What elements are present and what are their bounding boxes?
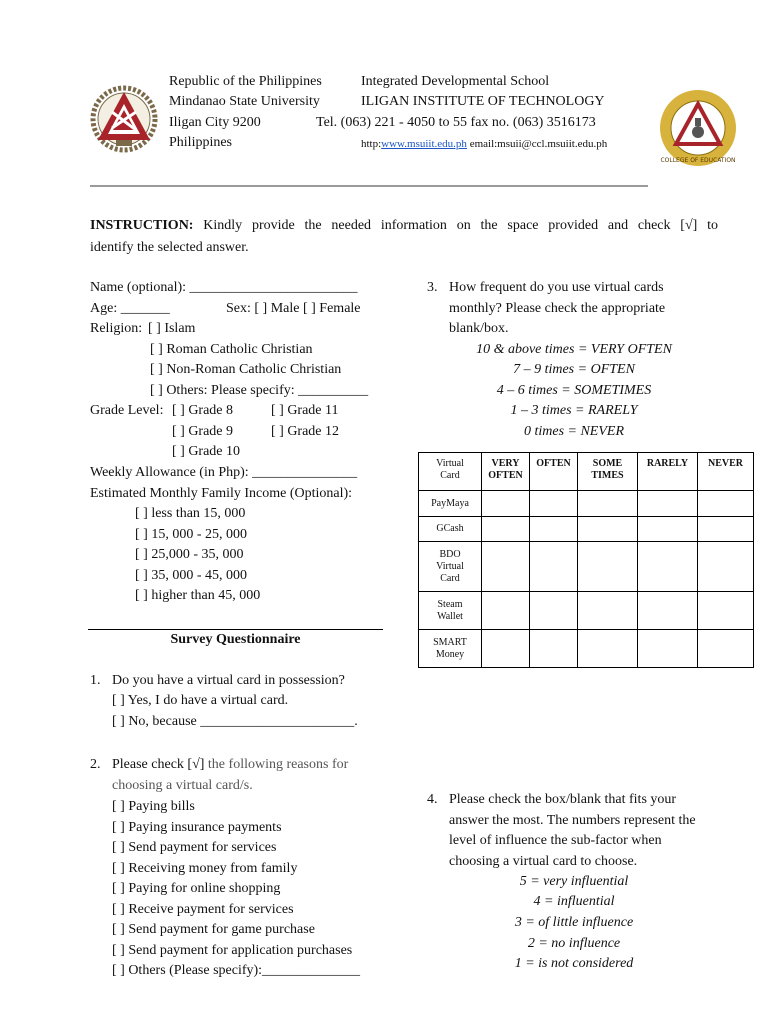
income-option-1[interactable]: [ ] less than 15, 000 [135, 506, 246, 521]
q4-line-2: answer the most. The numbers represent the [449, 813, 696, 828]
answer-cell[interactable] [530, 517, 578, 542]
answer-cell[interactable] [482, 491, 530, 517]
answer-cell[interactable] [482, 630, 530, 668]
q4-scale-4: 4 = influential [533, 894, 615, 909]
table-row [419, 592, 754, 630]
question-1 [90, 672, 345, 690]
answer-cell[interactable] [638, 517, 698, 542]
grade-option-8[interactable]: [ ] Grade 8 [172, 403, 234, 418]
instruction-text: Kindly provide the needed information on the space provided and check [√] to [193, 218, 718, 233]
income-option-4[interactable]: [ ] 35, 000 - 45, 000 [135, 568, 247, 583]
q3-scale-very-often: 10 & above times = VERY OFTEN [476, 342, 672, 357]
q2-option-receive-services[interactable]: [ ] Receive payment for services [112, 902, 294, 917]
answer-cell[interactable] [530, 630, 578, 668]
answer-cell[interactable] [578, 542, 638, 592]
row-label-bdo: BDO Virtual Card [419, 542, 482, 592]
col-header-never: NEVER [698, 453, 754, 491]
q2-option-paying-bills[interactable]: [ ] Paying bills [112, 799, 195, 814]
income-option-5[interactable]: [ ] higher than 45, 000 [135, 588, 261, 603]
answer-cell[interactable] [638, 592, 698, 630]
header-telephone: Tel. (063) 221 - 4050 to 55 fax no. (063) 3516173 [316, 115, 596, 130]
email-text: email:msuii@ccl.msuiit.edu.ph [466, 138, 608, 150]
q3-line-3: blank/box. [449, 321, 509, 336]
answer-cell[interactable] [482, 517, 530, 542]
q2-text-a: Please check [√] [112, 757, 208, 772]
income-option-2[interactable]: [ ] 15, 000 - 25, 000 [135, 527, 247, 542]
msu-iit-seal-logo [90, 84, 158, 154]
answer-cell[interactable] [578, 517, 638, 542]
q1-option-no[interactable]: [ ] No, because ______________________. [112, 714, 358, 729]
religion-option-others[interactable]: [ ] Others: Please specify: __________ [150, 383, 369, 398]
web-prefix: http: [361, 138, 382, 150]
q1-number: 1. [90, 673, 101, 688]
q4-line-1: Please check the box/blank that fits your [449, 792, 677, 807]
q3-scale-often: 7 – 9 times = OFTEN [513, 362, 635, 377]
answer-cell[interactable] [638, 630, 698, 668]
name-field[interactable]: Name (optional): ________________________ [90, 280, 358, 295]
answer-cell[interactable] [638, 542, 698, 592]
q3-scale-rarely: 1 – 3 times = RARELY [510, 403, 638, 418]
answer-cell[interactable] [482, 542, 530, 592]
weekly-allowance-field[interactable]: Weekly Allowance (in Php): _______________ [90, 465, 358, 480]
answer-cell[interactable] [578, 491, 638, 517]
survey-title: Survey Questionnaire [170, 632, 301, 647]
header-left-line-4: Philippines [169, 135, 233, 150]
q4-scale-2: 2 = no influence [527, 936, 621, 951]
row-label-steam: Steam Wallet [419, 592, 482, 630]
answer-cell[interactable] [698, 517, 754, 542]
frequency-table [418, 452, 754, 668]
sex-options[interactable]: Sex: [ ] Male [ ] Female [226, 301, 361, 316]
question-3 [427, 279, 664, 297]
income-label: Estimated Monthly Family Income (Optional): [90, 486, 353, 501]
table-header-row [419, 453, 754, 491]
col-header-very-often: VERY OFTEN [482, 453, 530, 491]
header-web-contact [361, 135, 607, 153]
q2-option-online-shopping[interactable]: [ ] Paying for online shopping [112, 881, 281, 896]
grade-option-10[interactable]: [ ] Grade 10 [172, 444, 241, 459]
q2-option-insurance[interactable]: [ ] Paying insurance payments [112, 820, 282, 835]
grade-option-9[interactable]: [ ] Grade 9 [172, 424, 234, 439]
q3-line-2: monthly? Please check the appropriate [449, 301, 666, 316]
age-field[interactable]: Age: _______ [90, 301, 170, 316]
answer-cell[interactable] [530, 491, 578, 517]
q2-option-send-services[interactable]: [ ] Send payment for services [112, 840, 277, 855]
grade-option-12[interactable]: [ ] Grade 12 [271, 424, 340, 439]
q2-option-receive-family[interactable]: [ ] Receiving money from family [112, 861, 298, 876]
row-label-gcash: GCash [419, 517, 482, 542]
instruction-label: INSTRUCTION: [90, 218, 194, 233]
col-header-sometimes: SOME TIMES [578, 453, 638, 491]
q4-number: 4. [427, 792, 438, 807]
answer-cell[interactable] [698, 542, 754, 592]
table-row [419, 517, 754, 542]
website-link[interactable]: www.msuiit.edu.ph [381, 138, 467, 150]
q3-number: 3. [427, 280, 438, 295]
header-left-line-3: Iligan City 9200 [169, 115, 261, 130]
religion-label: Religion: [90, 321, 143, 336]
q4-scale-1: 1 = is not considered [514, 956, 634, 971]
question-2 [90, 756, 348, 774]
grade-option-11[interactable]: [ ] Grade 11 [271, 403, 339, 418]
q3-scale-sometimes: 4 – 6 times = SOMETIMES [496, 383, 652, 398]
q4-line-4: choosing a virtual card to choose. [449, 854, 638, 869]
college-of-education-logo [658, 88, 738, 168]
answer-cell[interactable] [638, 491, 698, 517]
question-4 [427, 791, 676, 809]
answer-cell[interactable] [530, 592, 578, 630]
header-left-line-1: Republic of the Philippines [169, 74, 322, 89]
q4-scale-3: 3 = of little influence [514, 915, 634, 930]
col-header-rarely: RARELY [638, 453, 698, 491]
religion-option-roman-catholic[interactable]: [ ] Roman Catholic Christian [150, 342, 313, 357]
table-row [419, 630, 754, 668]
q4-line-3: level of influence the sub-factor when [449, 833, 662, 848]
q2-text-c: choosing a virtual card/s. [112, 778, 253, 793]
row-label-paymaya: PayMaya [419, 491, 482, 517]
religion-option-non-roman-catholic[interactable]: [ ] Non-Roman Catholic Christian [150, 362, 342, 377]
q3-scale-never: 0 times = NEVER [523, 424, 625, 439]
header-left-line-2: Mindanao State University [169, 94, 320, 109]
q2-option-others[interactable]: [ ] Others (Please specify):______________ [112, 963, 361, 978]
q1-text: Do you have a virtual card in possession? [112, 673, 345, 688]
survey-title-rule [88, 629, 383, 630]
q2-text-b: the following reasons for [207, 757, 349, 772]
col-header-often: OFTEN [530, 453, 578, 491]
answer-cell[interactable] [698, 592, 754, 630]
table-row [419, 542, 754, 592]
answer-cell[interactable] [482, 592, 530, 630]
q2-option-app-purchase[interactable]: [ ] Send payment for application purchases [112, 943, 353, 958]
q2-option-game-purchase[interactable]: [ ] Send payment for game purchase [112, 922, 315, 937]
q3-line-1: How frequent do you use virtual cards [449, 280, 664, 295]
instruction-line-2: identify the selected answer. [90, 240, 249, 255]
table-row [419, 491, 754, 517]
income-option-3[interactable]: [ ] 25,000 - 35, 000 [135, 547, 244, 562]
col-header-virtual-card: Virtual Card [419, 453, 482, 491]
q4-scale-5: 5 = very influential [519, 874, 629, 889]
answer-cell[interactable] [530, 542, 578, 592]
answer-cell[interactable] [578, 592, 638, 630]
q1-option-yes[interactable]: [ ] Yes, I do have a virtual card. [112, 693, 289, 708]
q2-number: 2. [90, 757, 101, 772]
answer-cell[interactable] [698, 630, 754, 668]
header-school-name: Integrated Developmental School [361, 74, 550, 89]
grade-level-label: Grade Level: [90, 403, 164, 418]
religion-option-islam[interactable]: [ ] Islam [148, 321, 196, 336]
header-institute-name: ILIGAN INSTITUTE OF TECHNOLOGY [361, 94, 605, 109]
header-divider [90, 185, 648, 187]
instruction-line-1 [90, 217, 718, 235]
row-label-smart: SMART Money [419, 630, 482, 668]
logo-ring-text: COLLEGE OF EDUCATION [660, 157, 736, 164]
answer-cell[interactable] [578, 630, 638, 668]
answer-cell[interactable] [698, 491, 754, 517]
